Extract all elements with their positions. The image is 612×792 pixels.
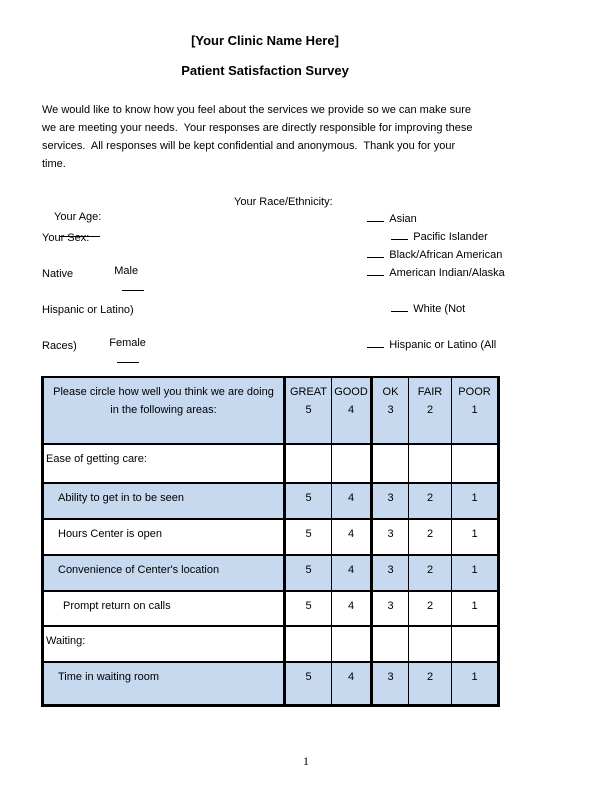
row-label-cell: Convenience of Center's location [43, 555, 285, 591]
header-col-value: 4 [347, 404, 355, 416]
rating-cell-4[interactable]: 4 [332, 662, 372, 705]
male-blank-line[interactable] [122, 279, 144, 291]
header-col-good [332, 377, 372, 444]
clinic-name-title: [Your Clinic Name Here] [191, 33, 339, 48]
wrap-continuation-hispanic-latino: Hispanic or Latino) [42, 304, 134, 316]
prompt-line: in the following areas: [110, 404, 217, 416]
intro-line: we are meeting your needs. Your responses are directly responsible for improving these [42, 122, 473, 134]
header-col-value: 1 [471, 404, 478, 416]
rating-cell-2[interactable]: 2 [409, 662, 452, 705]
empty-cell [332, 626, 372, 662]
rating-cell-2[interactable]: 2 [409, 483, 452, 519]
row-label-cell: Prompt return on calls [43, 591, 285, 626]
header-col-great [285, 377, 332, 444]
empty-cell [285, 626, 332, 662]
rating-cell-2[interactable]: 2 [409, 519, 452, 555]
rating-cell-4[interactable]: 4 [332, 519, 372, 555]
table-header-row [43, 377, 499, 444]
rating-cell-3[interactable]: 3 [372, 483, 409, 519]
header-col-value: 3 [387, 404, 394, 416]
race-ethnicity-label: Your Race/Ethnicity: [234, 196, 333, 208]
race-option-label: Hispanic or Latino (All [389, 339, 497, 351]
race-option-label: American Indian/Alaska [389, 267, 505, 279]
rating-cell-3[interactable]: 3 [372, 555, 409, 591]
table-row-section [43, 626, 499, 662]
race-option-label: Pacific Islander [413, 231, 488, 243]
intro-line: services. All responses will be kept confidential and anonymous. Thank you for your [42, 140, 456, 152]
header-col-fair [409, 377, 452, 444]
race-option-label: Asian [389, 213, 417, 225]
race-blank-line[interactable] [391, 300, 408, 312]
sex-option-female [97, 321, 146, 383]
intro-line: We would like to know how you feel about the services we provide so we can make sure [42, 104, 472, 116]
header-col-label: GREAT [289, 386, 328, 398]
header-col-ok [372, 377, 409, 444]
rating-cell-1[interactable]: 1 [452, 591, 499, 626]
wrap-continuation-races: Races) [42, 340, 77, 352]
male-label: Male [114, 265, 139, 277]
empty-cell [452, 626, 499, 662]
table-row-item [43, 555, 499, 591]
header-col-label: GOOD [334, 386, 368, 398]
female-blank-line[interactable] [117, 351, 139, 363]
age-label: Your Age: [54, 211, 102, 223]
rating-cell-3[interactable]: 3 [372, 591, 409, 626]
intro-line: time. [42, 158, 66, 170]
rating-cell-4[interactable]: 4 [332, 591, 372, 626]
race-blank-line[interactable] [367, 336, 384, 348]
rating-cell-5[interactable]: 5 [285, 555, 332, 591]
empty-cell [372, 626, 409, 662]
header-col-label: POOR [458, 386, 491, 398]
rating-cell-5[interactable]: 5 [285, 662, 332, 705]
rating-cell-1[interactable]: 1 [452, 519, 499, 555]
rating-cell-2[interactable]: 2 [409, 591, 452, 626]
header-col-label: FAIR [417, 386, 443, 398]
race-option-label: White (Not [413, 303, 466, 315]
sex-option-male [102, 249, 144, 311]
empty-cell [332, 444, 372, 483]
header-col-label: OK [382, 386, 399, 398]
rating-cell-3[interactable]: 3 [372, 519, 409, 555]
race-blank-line[interactable] [367, 264, 384, 276]
wrap-continuation-native: Native [42, 268, 74, 280]
row-label-cell: Time in waiting room [43, 662, 285, 705]
row-label-cell: Ability to get in to be seen [43, 483, 285, 519]
survey-title: Patient Satisfaction Survey [181, 63, 349, 78]
rating-cell-1[interactable]: 1 [452, 555, 499, 591]
table-row-section [43, 444, 499, 483]
row-label-cell: Hours Center is open [43, 519, 285, 555]
table-prompt-cell [43, 377, 285, 444]
rating-cell-4[interactable]: 4 [332, 483, 372, 519]
female-label: Female [109, 337, 146, 349]
empty-cell [372, 444, 409, 483]
row-label-cell: Ease of getting care: [43, 444, 285, 483]
rating-cell-1[interactable]: 1 [452, 483, 499, 519]
empty-cell [409, 626, 452, 662]
row-label-cell: Waiting: [43, 626, 285, 662]
table-row-item [43, 662, 499, 705]
header-col-value: 2 [426, 404, 434, 416]
empty-cell [285, 444, 332, 483]
empty-cell [452, 444, 499, 483]
rating-cell-3[interactable]: 3 [372, 662, 409, 705]
race-option-hispanic-latino [355, 321, 496, 368]
empty-cell [409, 444, 452, 483]
table-row-item [43, 483, 499, 519]
race-option-label: Black/African American [389, 249, 503, 261]
table-row-item [43, 591, 499, 626]
survey-table [41, 376, 500, 707]
rating-cell-2[interactable]: 2 [409, 555, 452, 591]
rating-cell-1[interactable]: 1 [452, 662, 499, 705]
rating-cell-5[interactable]: 5 [285, 591, 332, 626]
page-number: 1 [303, 754, 309, 768]
header-col-value: 5 [305, 404, 312, 416]
rating-cell-5[interactable]: 5 [285, 483, 332, 519]
age-field [42, 195, 101, 257]
rating-cell-5[interactable]: 5 [285, 519, 332, 555]
prompt-line: Please circle how well you think we are doing [53, 386, 274, 398]
table-row-item [43, 519, 499, 555]
rating-cell-4[interactable]: 4 [332, 555, 372, 591]
header-col-poor [452, 377, 499, 444]
sex-label: Your Sex: [42, 232, 90, 244]
